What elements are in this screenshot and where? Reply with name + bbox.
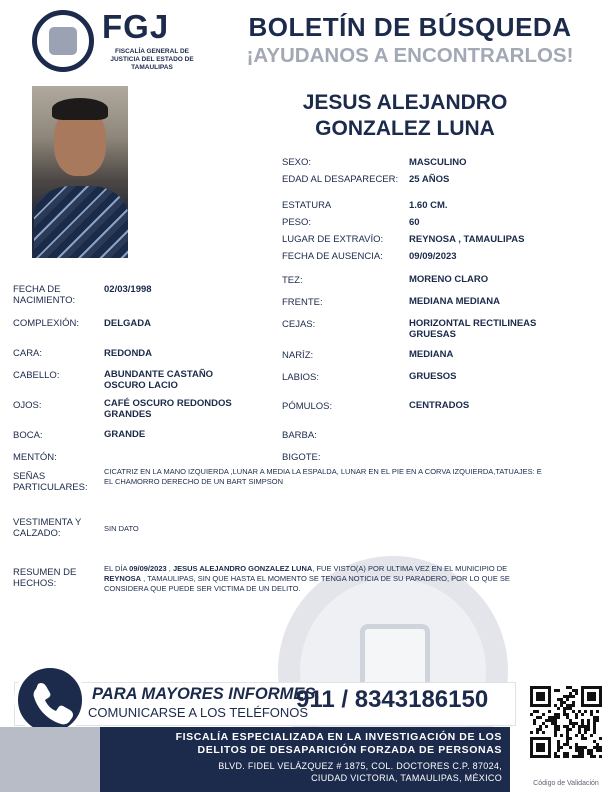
resumen-line3: CONSIDERA QUE PUEDE SER VICTIMA DE UN DELITO. bbox=[104, 584, 301, 593]
pomulos-label: PÓMULOS: bbox=[282, 401, 333, 412]
footer-title-line2: DELITOS DE DESAPARICIÓN FORZADA DE PERSONAS bbox=[197, 744, 502, 756]
pomulos-value: CENTRADOS bbox=[409, 400, 470, 411]
nariz-label: NARÍZ: bbox=[282, 350, 314, 361]
footer-address bbox=[100, 760, 502, 784]
labios-label: LABIOS: bbox=[282, 372, 319, 383]
fgj-logo bbox=[32, 8, 202, 76]
peso-value: 60 bbox=[409, 217, 420, 228]
bigote-label: BIGOTE: bbox=[282, 452, 321, 463]
barba-label: BARBA: bbox=[282, 430, 317, 441]
ojos-value-line2: GRANDES bbox=[104, 409, 152, 420]
footer-address-line2: CIUDAD VICTORIA, TAMAULIPAS, MÉXICO bbox=[311, 773, 502, 783]
ojos-value-line1: CAFÉ OSCURO REDONDOS bbox=[104, 398, 232, 409]
menton-label: MENTÓN: bbox=[13, 452, 57, 463]
footer-address-line1: BLVD. FIDEL VELÁZQUEZ # 1875, COL. DOCTORES C.P. 87024, bbox=[218, 761, 502, 771]
labios-value: GRUESOS bbox=[409, 371, 457, 382]
resumen-label-line1: RESUMEN DE bbox=[13, 567, 77, 578]
cejas-label: CEJAS: bbox=[282, 319, 316, 330]
footer-accent bbox=[0, 727, 100, 792]
logo-text: FGJ bbox=[102, 8, 170, 45]
sexo-label: SEXO: bbox=[282, 157, 312, 168]
nacimiento-value: 02/03/1998 bbox=[104, 284, 152, 295]
cabello-value-line1: ABUNDANTE CASTAÑO bbox=[104, 369, 214, 380]
cara-label: CARA: bbox=[13, 348, 43, 359]
fecha-ausencia-value: 09/09/2023 bbox=[409, 251, 457, 262]
person-name-line1: JESUS ALEJANDRO bbox=[302, 91, 508, 114]
complexion-label: COMPLEXIÓN: bbox=[13, 318, 79, 329]
edad-value: 25 AÑOS bbox=[409, 174, 450, 185]
senas-label-line1: SEÑAS bbox=[13, 471, 46, 482]
estatura-value: 1.60 CM. bbox=[409, 200, 448, 211]
contact-main-text: PARA MAYORES INFORMES, bbox=[92, 685, 320, 703]
tez-value: MORENO CLARO bbox=[409, 274, 489, 285]
person-name bbox=[250, 90, 560, 142]
lugar-value: REYNOSA , TAMAULIPAS bbox=[409, 234, 525, 245]
boca-value: GRANDE bbox=[104, 429, 146, 440]
senas-line1: CICATRIZ EN LA MANO IZQUIERDA ,LUNAR A MEDIA LA ESPALDA, LUNAR EN EL PIE EN A CORVA IZQUIERDA,TATUAJES: E bbox=[104, 467, 542, 476]
qr-code[interactable] bbox=[530, 686, 602, 758]
edad-label: EDAD AL DESAPARECER: bbox=[282, 174, 399, 185]
cara-value: REDONDA bbox=[104, 348, 153, 359]
resumen-label-line2: HECHOS: bbox=[13, 578, 57, 589]
tez-label: TEZ: bbox=[282, 275, 303, 286]
phone-icon bbox=[14, 664, 86, 736]
peso-label: PESO: bbox=[282, 217, 312, 228]
resumen-line2: REYNOSA , TAMAULIPAS, SIN QUE HASTA EL MOMENTO SE TENGA NOTICIA DE SU PARADERO, POR LO QUE SE bbox=[104, 574, 510, 583]
senas-label-line2: PARTICULARES: bbox=[13, 482, 88, 493]
footer-title-line1: FISCALÍA ESPECIALIZADA EN LA INVESTIGACIÓN DE LOS bbox=[175, 731, 502, 743]
logo-subtitle: FISCALÍA GENERAL DE JUSTICIA DEL ESTADO DE TAMAULIPAS bbox=[110, 48, 194, 71]
vestimenta-label-line1: VESTIMENTA Y bbox=[13, 517, 82, 528]
nariz-value: MEDIANA bbox=[409, 349, 454, 360]
estatura-label: ESTATURA bbox=[282, 200, 332, 211]
cejas-value-line1: HORIZONTAL RECTILINEAS bbox=[409, 318, 537, 329]
fecha-ausencia-label: FECHA DE AUSENCIA: bbox=[282, 251, 383, 262]
boca-label: BOCA: bbox=[13, 430, 43, 441]
footer-title bbox=[100, 731, 502, 757]
person-photo bbox=[32, 86, 128, 258]
senas-line2: EL CHAMORRO DERECHO DE UN BART SIMPSON bbox=[104, 477, 284, 486]
state-seal-icon bbox=[32, 10, 94, 72]
cejas-value-line2: GRUESAS bbox=[409, 329, 456, 340]
resumen-line1: EL DÍA 09/09/2023 , JESUS ALEJANDRO GONZALEZ LUNA, FUE VISTO(A) POR ULTIMA VEZ EN EL MUNICIPIO DE bbox=[104, 564, 508, 573]
cabello-label: CABELLO: bbox=[13, 370, 60, 381]
contact-phone-number[interactable]: 911 / 8343186150 bbox=[296, 686, 489, 713]
person-name-line2: GONZALEZ LUNA bbox=[315, 117, 495, 140]
bulletin-title: BOLETÍN DE BÚSQUEDA bbox=[248, 12, 572, 42]
complexion-value: DELGADA bbox=[104, 318, 151, 329]
cabello-value-line2: OSCURO LACIO bbox=[104, 380, 178, 391]
ojos-label: OJOS: bbox=[13, 400, 42, 411]
nacimiento-label-line1: FECHA DE bbox=[13, 284, 61, 295]
lugar-label: LUGAR DE EXTRAVÍO: bbox=[282, 234, 384, 245]
sexo-value: MASCULINO bbox=[409, 157, 467, 168]
vestimenta-value: SIN DATO bbox=[104, 524, 139, 533]
vestimenta-label-line2: CALZADO: bbox=[13, 528, 61, 539]
frente-label: FRENTE: bbox=[282, 297, 323, 308]
frente-value: MEDIANA MEDIANA bbox=[409, 296, 500, 307]
nacimiento-label-line2: NACIMIENTO: bbox=[13, 295, 76, 306]
bulletin-subtitle: ¡AYUDANOS A ENCONTRARLOS! bbox=[246, 44, 574, 67]
contact-sub-text: COMUNICARSE A LOS TELÉFONOS bbox=[88, 705, 309, 720]
qr-caption: Código de Validación bbox=[533, 780, 599, 787]
